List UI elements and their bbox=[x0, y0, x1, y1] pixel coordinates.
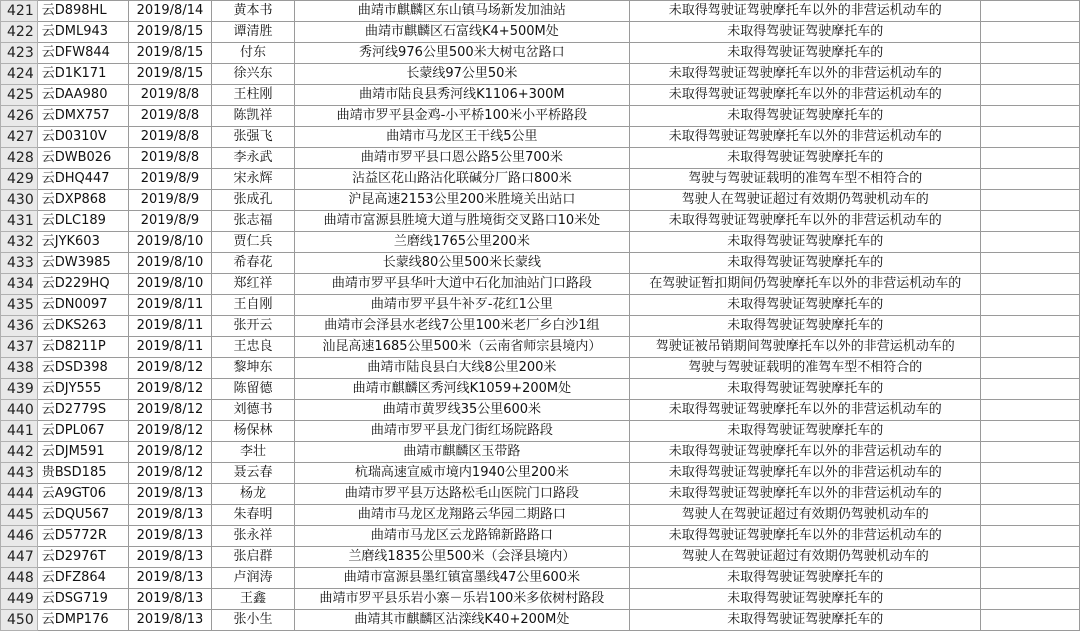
row-number-cell[interactable]: 446 bbox=[1, 526, 38, 547]
plate-cell[interactable]: 云DWB026 bbox=[37, 148, 128, 169]
date-cell[interactable]: 2019/8/12 bbox=[128, 463, 212, 484]
date-cell[interactable]: 2019/8/8 bbox=[128, 106, 212, 127]
table-row bbox=[1, 211, 1080, 232]
row-number-cell[interactable]: 421 bbox=[1, 1, 38, 22]
location-cell[interactable]: 长蒙线97公里50米 bbox=[294, 64, 629, 85]
empty-cell[interactable] bbox=[981, 190, 1080, 211]
location-cell[interactable]: 曲靖市富源县墨红镇富墨线47公里600米 bbox=[294, 568, 629, 589]
date-cell[interactable]: 2019/8/9 bbox=[128, 169, 212, 190]
plate-cell[interactable]: 云A9GT06 bbox=[37, 484, 128, 505]
date-cell[interactable]: 2019/8/13 bbox=[128, 568, 212, 589]
violation-cell[interactable]: 未取得驾驶证驾驶摩托车的 bbox=[630, 421, 981, 442]
row-number-cell[interactable]: 431 bbox=[1, 211, 38, 232]
violation-cell[interactable]: 在驾驶证暂扣期间仍驾驶摩托车以外的非营运机动车的 bbox=[630, 274, 981, 295]
name-cell[interactable]: 张小生 bbox=[212, 610, 294, 631]
empty-cell[interactable] bbox=[981, 484, 1080, 505]
violation-cell[interactable]: 未取得驾驶证驾驶摩托车以外的非营运机动车的 bbox=[630, 127, 981, 148]
empty-cell[interactable] bbox=[981, 442, 1080, 463]
empty-cell[interactable] bbox=[981, 43, 1080, 64]
empty-cell[interactable] bbox=[981, 421, 1080, 442]
violation-cell[interactable]: 未取得驾驶证驾驶摩托车的 bbox=[630, 589, 981, 610]
plate-cell[interactable]: 云DSG719 bbox=[37, 589, 128, 610]
table-row bbox=[1, 316, 1080, 337]
table-row bbox=[1, 85, 1080, 106]
table-row bbox=[1, 400, 1080, 421]
name-cell[interactable]: 王自刚 bbox=[212, 295, 294, 316]
plate-cell[interactable]: 云D1K171 bbox=[37, 64, 128, 85]
location-cell[interactable]: 曲靖市罗平县万达路松毛山医院门口路段 bbox=[294, 484, 629, 505]
plate-cell[interactable]: 云DJY555 bbox=[37, 379, 128, 400]
violation-cell[interactable]: 未取得驾驶证驾驶摩托车的 bbox=[630, 379, 981, 400]
empty-cell[interactable] bbox=[981, 568, 1080, 589]
name-cell[interactable]: 王鑫 bbox=[212, 589, 294, 610]
row-number-cell[interactable]: 427 bbox=[1, 127, 38, 148]
empty-cell[interactable] bbox=[981, 505, 1080, 526]
empty-cell[interactable] bbox=[981, 316, 1080, 337]
violation-cell[interactable]: 未取得驾驶证驾驶摩托车的 bbox=[630, 568, 981, 589]
date-cell[interactable]: 2019/8/13 bbox=[128, 589, 212, 610]
row-number-cell[interactable]: 434 bbox=[1, 274, 38, 295]
empty-cell[interactable] bbox=[981, 274, 1080, 295]
table-row bbox=[1, 127, 1080, 148]
date-cell[interactable]: 2019/8/9 bbox=[128, 190, 212, 211]
empty-cell[interactable] bbox=[981, 106, 1080, 127]
row-number-cell[interactable]: 432 bbox=[1, 232, 38, 253]
date-cell[interactable]: 2019/8/15 bbox=[128, 43, 212, 64]
location-cell[interactable]: 曲靖市马龙区龙翔路云华园二期路口 bbox=[294, 505, 629, 526]
location-cell[interactable]: 曲靖市罗平县口恩公路5公里700米 bbox=[294, 148, 629, 169]
name-cell[interactable]: 徐兴东 bbox=[212, 64, 294, 85]
table-row bbox=[1, 190, 1080, 211]
location-cell[interactable]: 曲靖市罗平县乐岩小寨－乐岩100米多依树村路段 bbox=[294, 589, 629, 610]
table-row bbox=[1, 442, 1080, 463]
empty-cell[interactable] bbox=[981, 253, 1080, 274]
name-cell[interactable]: 张开云 bbox=[212, 316, 294, 337]
location-cell[interactable]: 曲靖市麒麟区东山镇马场新发加油站 bbox=[294, 1, 629, 22]
location-cell[interactable]: 曲靖市富源县胜境大道与胜境街交叉路口10米处 bbox=[294, 211, 629, 232]
plate-cell[interactable]: 云DQU567 bbox=[37, 505, 128, 526]
plate-cell[interactable]: 云D5772R bbox=[37, 526, 128, 547]
table-row bbox=[1, 253, 1080, 274]
name-cell[interactable]: 刘德书 bbox=[212, 400, 294, 421]
row-number-cell[interactable]: 439 bbox=[1, 379, 38, 400]
violation-cell[interactable]: 未取得驾驶证驾驶摩托车的 bbox=[630, 22, 981, 43]
location-cell[interactable]: 沾益区花山路沾化联碱分厂路口800米 bbox=[294, 169, 629, 190]
empty-cell[interactable] bbox=[981, 232, 1080, 253]
violation-cell[interactable]: 驾驶与驾驶证载明的准驾车型不相符合的 bbox=[630, 169, 981, 190]
violation-cell[interactable]: 驾驶证被吊销期间驾驶摩托车以外的非营运机动车的 bbox=[630, 337, 981, 358]
row-number-cell[interactable]: 424 bbox=[1, 64, 38, 85]
date-cell[interactable]: 2019/8/10 bbox=[128, 253, 212, 274]
name-cell[interactable]: 黄本书 bbox=[212, 1, 294, 22]
name-cell[interactable]: 李壮 bbox=[212, 442, 294, 463]
plate-cell[interactable]: 云DAA980 bbox=[37, 85, 128, 106]
row-number-cell[interactable]: 436 bbox=[1, 316, 38, 337]
name-cell[interactable]: 陈凯祥 bbox=[212, 106, 294, 127]
row-number-cell[interactable]: 445 bbox=[1, 505, 38, 526]
empty-cell[interactable] bbox=[981, 211, 1080, 232]
row-number-cell[interactable]: 450 bbox=[1, 610, 38, 631]
violation-cell[interactable]: 未取得驾驶证驾驶摩托车的 bbox=[630, 148, 981, 169]
date-cell[interactable]: 2019/8/9 bbox=[128, 211, 212, 232]
date-cell[interactable]: 2019/8/13 bbox=[128, 505, 212, 526]
violation-cell[interactable]: 未取得驾驶证驾驶摩托车以外的非营运机动车的 bbox=[630, 400, 981, 421]
date-cell[interactable]: 2019/8/11 bbox=[128, 316, 212, 337]
location-cell[interactable]: 兰磨线1835公里500米（会泽县境内） bbox=[294, 547, 629, 568]
row-number-cell[interactable]: 422 bbox=[1, 22, 38, 43]
empty-cell[interactable] bbox=[981, 547, 1080, 568]
plate-cell[interactable]: 云DHQ447 bbox=[37, 169, 128, 190]
table-row bbox=[1, 64, 1080, 85]
date-cell[interactable]: 2019/8/13 bbox=[128, 547, 212, 568]
name-cell[interactable]: 王柱刚 bbox=[212, 85, 294, 106]
violation-cell[interactable]: 驾驶人在驾驶证超过有效期仍驾驶机动车的 bbox=[630, 547, 981, 568]
empty-cell[interactable] bbox=[981, 22, 1080, 43]
plate-cell[interactable]: 云DJM591 bbox=[37, 442, 128, 463]
plate-cell[interactable]: 云DFW844 bbox=[37, 43, 128, 64]
plate-cell[interactable]: 云D0310V bbox=[37, 127, 128, 148]
row-number-cell[interactable]: 423 bbox=[1, 43, 38, 64]
row-number-cell[interactable]: 437 bbox=[1, 337, 38, 358]
violation-cell[interactable]: 未取得驾驶证驾驶摩托车以外的非营运机动车的 bbox=[630, 484, 981, 505]
table-row bbox=[1, 22, 1080, 43]
row-number-cell[interactable]: 443 bbox=[1, 463, 38, 484]
empty-cell[interactable] bbox=[981, 610, 1080, 631]
empty-cell[interactable] bbox=[981, 379, 1080, 400]
plate-cell[interactable]: 云D8211P bbox=[37, 337, 128, 358]
location-cell[interactable]: 曲靖市罗平县龙门街红场院路段 bbox=[294, 421, 629, 442]
table-row bbox=[1, 148, 1080, 169]
name-cell[interactable]: 希春花 bbox=[212, 253, 294, 274]
name-cell[interactable]: 宋永辉 bbox=[212, 169, 294, 190]
plate-cell[interactable]: 云DLC189 bbox=[37, 211, 128, 232]
date-cell[interactable]: 2019/8/13 bbox=[128, 610, 212, 631]
name-cell[interactable]: 杨保林 bbox=[212, 421, 294, 442]
date-cell[interactable]: 2019/8/12 bbox=[128, 421, 212, 442]
empty-cell[interactable] bbox=[981, 463, 1080, 484]
violation-cell[interactable]: 驾驶人在驾驶证超过有效期仍驾驶机动车的 bbox=[630, 505, 981, 526]
table-row bbox=[1, 358, 1080, 379]
plate-cell[interactable]: 云DN0097 bbox=[37, 295, 128, 316]
plate-cell[interactable]: 云DKS263 bbox=[37, 316, 128, 337]
violation-cell[interactable]: 未取得驾驶证驾驶摩托车以外的非营运机动车的 bbox=[630, 463, 981, 484]
location-cell[interactable]: 曲靖市会泽县水老线7公里100米老厂乡白沙1组 bbox=[294, 316, 629, 337]
date-cell[interactable]: 2019/8/12 bbox=[128, 358, 212, 379]
violation-cell[interactable]: 未取得驾驶证驾驶摩托车以外的非营运机动车的 bbox=[630, 211, 981, 232]
empty-cell[interactable] bbox=[981, 337, 1080, 358]
name-cell[interactable]: 陈留德 bbox=[212, 379, 294, 400]
violation-cell[interactable]: 未取得驾驶证驾驶摩托车的 bbox=[630, 253, 981, 274]
location-cell[interactable]: 杭瑞高速宣威市境内1940公里200米 bbox=[294, 463, 629, 484]
row-number-cell[interactable]: 444 bbox=[1, 484, 38, 505]
table-row bbox=[1, 610, 1080, 631]
name-cell[interactable]: 朱春明 bbox=[212, 505, 294, 526]
name-cell[interactable]: 付东 bbox=[212, 43, 294, 64]
empty-cell[interactable] bbox=[981, 400, 1080, 421]
name-cell[interactable]: 张志福 bbox=[212, 211, 294, 232]
table-row bbox=[1, 547, 1080, 568]
empty-cell[interactable] bbox=[981, 127, 1080, 148]
violation-cell[interactable]: 未取得驾驶证驾驶摩托车的 bbox=[630, 316, 981, 337]
plate-cell[interactable]: 云DW3985 bbox=[37, 253, 128, 274]
date-cell[interactable]: 2019/8/10 bbox=[128, 232, 212, 253]
location-cell[interactable]: 曲靖市罗平县华叶大道中石化加油站门口路段 bbox=[294, 274, 629, 295]
name-cell[interactable]: 贾仁兵 bbox=[212, 232, 294, 253]
table-row bbox=[1, 169, 1080, 190]
location-cell[interactable]: 曲靖市麒麟区石富线K4+500M处 bbox=[294, 22, 629, 43]
table-row bbox=[1, 1, 1080, 22]
row-number-cell[interactable]: 429 bbox=[1, 169, 38, 190]
empty-cell[interactable] bbox=[981, 85, 1080, 106]
location-cell[interactable]: 曲靖市马龙区云龙路锦新路路口 bbox=[294, 526, 629, 547]
table-body bbox=[1, 1, 1080, 631]
row-number-cell[interactable]: 433 bbox=[1, 253, 38, 274]
location-cell[interactable]: 曲靖市陆良县秀河线K1106+300M bbox=[294, 85, 629, 106]
name-cell[interactable]: 张强飞 bbox=[212, 127, 294, 148]
table-row bbox=[1, 568, 1080, 589]
plate-cell[interactable]: 云DPL067 bbox=[37, 421, 128, 442]
location-cell[interactable]: 曲靖市麒麟区秀河线K1059+200M处 bbox=[294, 379, 629, 400]
name-cell[interactable]: 聂云春 bbox=[212, 463, 294, 484]
empty-cell[interactable] bbox=[981, 148, 1080, 169]
location-cell[interactable]: 曲靖其市麒麟区沾滦线K40+200M处 bbox=[294, 610, 629, 631]
date-cell[interactable]: 2019/8/11 bbox=[128, 337, 212, 358]
violation-cell[interactable]: 未取得驾驶证驾驶摩托车的 bbox=[630, 295, 981, 316]
row-number-cell[interactable]: 426 bbox=[1, 106, 38, 127]
plate-cell[interactable]: 云D2976T bbox=[37, 547, 128, 568]
location-cell[interactable]: 曲靖市罗平县金鸡-小平桥100米小平桥路段 bbox=[294, 106, 629, 127]
violation-cell[interactable]: 驾驶人在驾驶证超过有效期仍驾驶机动车的 bbox=[630, 190, 981, 211]
plate-cell[interactable]: 云DMX757 bbox=[37, 106, 128, 127]
row-number-cell[interactable]: 447 bbox=[1, 547, 38, 568]
table-row bbox=[1, 589, 1080, 610]
location-cell[interactable]: 曲靖市陆良县白大线8公里200米 bbox=[294, 358, 629, 379]
table-row bbox=[1, 274, 1080, 295]
violation-cell[interactable]: 未取得驾驶证驾驶摩托车的 bbox=[630, 232, 981, 253]
empty-cell[interactable] bbox=[981, 358, 1080, 379]
location-cell[interactable]: 曲靖市黄罗线35公里600米 bbox=[294, 400, 629, 421]
date-cell[interactable]: 2019/8/12 bbox=[128, 379, 212, 400]
date-cell[interactable]: 2019/8/13 bbox=[128, 526, 212, 547]
table-row bbox=[1, 421, 1080, 442]
plate-cell[interactable]: 云DXP868 bbox=[37, 190, 128, 211]
plate-cell[interactable]: 云DMP176 bbox=[37, 610, 128, 631]
date-cell[interactable]: 2019/8/13 bbox=[128, 484, 212, 505]
row-number-cell[interactable]: 440 bbox=[1, 400, 38, 421]
location-cell[interactable]: 汕昆高速1685公里500米（云南省师宗县境内） bbox=[294, 337, 629, 358]
date-cell[interactable]: 2019/8/15 bbox=[128, 22, 212, 43]
name-cell[interactable]: 张启群 bbox=[212, 547, 294, 568]
name-cell[interactable]: 李永武 bbox=[212, 148, 294, 169]
empty-cell[interactable] bbox=[981, 1, 1080, 22]
date-cell[interactable]: 2019/8/14 bbox=[128, 1, 212, 22]
table-row bbox=[1, 43, 1080, 64]
name-cell[interactable]: 谭清胜 bbox=[212, 22, 294, 43]
violation-cell[interactable]: 未取得驾驶证驾驶摩托车的 bbox=[630, 106, 981, 127]
empty-cell[interactable] bbox=[981, 589, 1080, 610]
location-cell[interactable]: 曲靖市麒麟区玉带路 bbox=[294, 442, 629, 463]
location-cell[interactable]: 沪昆高速2153公里200米胜境关出站口 bbox=[294, 190, 629, 211]
date-cell[interactable]: 2019/8/10 bbox=[128, 274, 212, 295]
name-cell[interactable]: 张永祥 bbox=[212, 526, 294, 547]
violation-cell[interactable]: 未取得驾驶证驾驶摩托车以外的非营运机动车的 bbox=[630, 526, 981, 547]
plate-cell[interactable]: 云DML943 bbox=[37, 22, 128, 43]
date-cell[interactable]: 2019/8/12 bbox=[128, 400, 212, 421]
plate-cell[interactable]: 云D898HL bbox=[37, 1, 128, 22]
table-row bbox=[1, 295, 1080, 316]
empty-cell[interactable] bbox=[981, 169, 1080, 190]
row-number-cell[interactable]: 448 bbox=[1, 568, 38, 589]
plate-cell[interactable]: 云DSD398 bbox=[37, 358, 128, 379]
name-cell[interactable]: 郑红祥 bbox=[212, 274, 294, 295]
date-cell[interactable]: 2019/8/15 bbox=[128, 64, 212, 85]
location-cell[interactable]: 秀河线976公里500米大树屯岔路口 bbox=[294, 43, 629, 64]
plate-cell[interactable]: 云DFZ864 bbox=[37, 568, 128, 589]
location-cell[interactable]: 长蒙线80公里500米长蒙线 bbox=[294, 253, 629, 274]
location-cell[interactable]: 曲靖市马龙区王干线5公里 bbox=[294, 127, 629, 148]
date-cell[interactable]: 2019/8/8 bbox=[128, 85, 212, 106]
plate-cell[interactable]: 云D2779S bbox=[37, 400, 128, 421]
violation-cell[interactable]: 未取得驾驶证驾驶摩托车的 bbox=[630, 43, 981, 64]
row-number-cell[interactable]: 425 bbox=[1, 85, 38, 106]
table-row bbox=[1, 505, 1080, 526]
name-cell[interactable]: 黎坤东 bbox=[212, 358, 294, 379]
location-cell[interactable]: 兰磨线1765公里200米 bbox=[294, 232, 629, 253]
violation-cell[interactable]: 未取得驾驶证驾驶摩托车以外的非营运机动车的 bbox=[630, 442, 981, 463]
table-row bbox=[1, 379, 1080, 400]
row-number-cell[interactable]: 435 bbox=[1, 295, 38, 316]
date-cell[interactable]: 2019/8/8 bbox=[128, 127, 212, 148]
empty-cell[interactable] bbox=[981, 526, 1080, 547]
row-number-cell[interactable]: 441 bbox=[1, 421, 38, 442]
name-cell[interactable]: 张成孔 bbox=[212, 190, 294, 211]
empty-cell[interactable] bbox=[981, 64, 1080, 85]
date-cell[interactable]: 2019/8/11 bbox=[128, 295, 212, 316]
name-cell[interactable]: 卢润涛 bbox=[212, 568, 294, 589]
violation-cell[interactable]: 未取得驾驶证驾驶摩托车的 bbox=[630, 610, 981, 631]
row-number-cell[interactable]: 438 bbox=[1, 358, 38, 379]
table-row bbox=[1, 463, 1080, 484]
violation-cell[interactable]: 未取得驾驶证驾驶摩托车以外的非营运机动车的 bbox=[630, 1, 981, 22]
table-row bbox=[1, 337, 1080, 358]
name-cell[interactable]: 王忠良 bbox=[212, 337, 294, 358]
table-row bbox=[1, 484, 1080, 505]
row-number-cell[interactable]: 442 bbox=[1, 442, 38, 463]
table-row bbox=[1, 106, 1080, 127]
location-cell[interactable]: 曲靖市罗平县牛补歹-花红1公里 bbox=[294, 295, 629, 316]
row-number-cell[interactable]: 449 bbox=[1, 589, 38, 610]
name-cell[interactable]: 杨龙 bbox=[212, 484, 294, 505]
table-row bbox=[1, 526, 1080, 547]
row-number-cell[interactable]: 430 bbox=[1, 190, 38, 211]
date-cell[interactable]: 2019/8/8 bbox=[128, 148, 212, 169]
violation-cell[interactable]: 驾驶与驾驶证载明的准驾车型不相符合的 bbox=[630, 358, 981, 379]
plate-cell[interactable]: 云JYK603 bbox=[37, 232, 128, 253]
empty-cell[interactable] bbox=[981, 295, 1080, 316]
row-number-cell[interactable]: 428 bbox=[1, 148, 38, 169]
violation-cell[interactable]: 未取得驾驶证驾驶摩托车以外的非营运机动车的 bbox=[630, 85, 981, 106]
plate-cell[interactable]: 贵BSD185 bbox=[37, 463, 128, 484]
table-row bbox=[1, 232, 1080, 253]
date-cell[interactable]: 2019/8/12 bbox=[128, 442, 212, 463]
plate-cell[interactable]: 云D229HQ bbox=[37, 274, 128, 295]
violation-cell[interactable]: 未取得驾驶证驾驶摩托车以外的非营运机动车的 bbox=[630, 64, 981, 85]
